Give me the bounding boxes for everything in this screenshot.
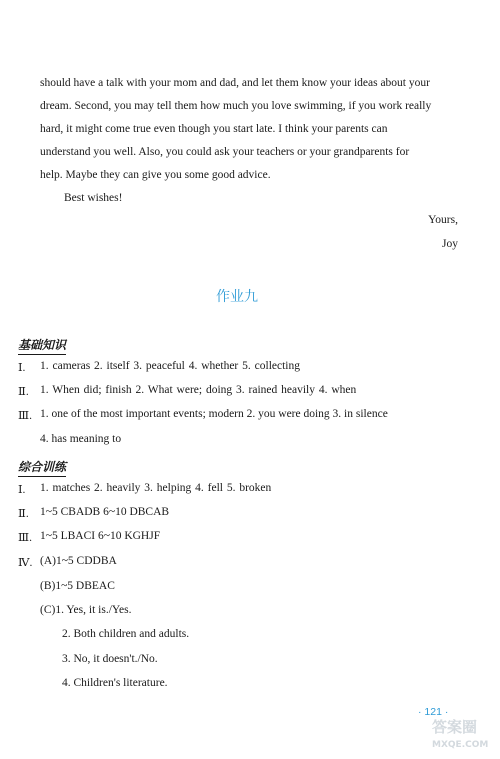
basics-num: Ⅰ. bbox=[18, 362, 26, 374]
basics-num: Ⅲ. bbox=[18, 410, 32, 422]
basics-heading: 基础知识 bbox=[18, 336, 66, 355]
practice-answer: 1~5 LBACI 6~10 KGHJF bbox=[40, 530, 161, 542]
practice-answer: 4. Children's literature. bbox=[62, 677, 168, 689]
practice-answer: 1~5 CBADB 6~10 DBCAB bbox=[40, 506, 170, 518]
practice-answer: (B)1~5 DBEAC bbox=[40, 580, 115, 592]
practice-answer: (A)1~5 CDDBA bbox=[40, 555, 117, 567]
practice-answer: (C)1. Yes, it is./Yes. bbox=[40, 604, 132, 616]
letter-line: should have a talk with your mom and dad, and let them know your ideas about your bbox=[40, 77, 430, 89]
practice-num: Ⅲ. bbox=[18, 532, 32, 544]
practice-num: Ⅳ. bbox=[18, 557, 33, 569]
practice-num: Ⅱ. bbox=[18, 508, 29, 520]
basics-num: Ⅱ. bbox=[18, 386, 29, 398]
watermark-logo: 答案圈 bbox=[432, 718, 478, 736]
letter-line: hard, it might come true even though you start late. I think your parents can bbox=[40, 123, 388, 135]
practice-answer: 1. matches 2. heavily 3. helping 4. fell 5. broken bbox=[40, 482, 272, 494]
practice-num: Ⅰ. bbox=[18, 484, 26, 496]
letter-closing: Best wishes! bbox=[64, 192, 123, 204]
letter-signature: Joy bbox=[442, 238, 458, 250]
practice-heading: 综合训练 bbox=[18, 458, 66, 477]
basics-answer: 1. one of the most important events; modern 2. you were doing 3. in silence bbox=[40, 408, 388, 420]
section-title: 作业九 bbox=[216, 289, 258, 305]
page-number: · 121 · bbox=[418, 706, 449, 718]
letter-line: understand you well. Also, you could ask your teachers or your grandparents for bbox=[40, 146, 410, 158]
basics-answer: 1. When did; finish 2. What were; doing 3. rained heavily 4. when bbox=[40, 384, 357, 396]
letter-yours: Yours, bbox=[428, 214, 458, 226]
watermark-url: MXQE.COM bbox=[432, 740, 489, 750]
letter-line: help. Maybe they can give you some good advice. bbox=[40, 169, 271, 181]
practice-answer: 2. Both children and adults. bbox=[62, 628, 190, 640]
practice-answer: 3. No, it doesn't./No. bbox=[62, 653, 158, 665]
basics-answer: 4. has meaning to bbox=[40, 433, 122, 445]
letter-line: dream. Second, you may tell them how much you love swimming, if you work really bbox=[40, 100, 432, 112]
basics-answer: 1. cameras 2. itself 3. peaceful 4. whether 5. collecting bbox=[40, 360, 300, 372]
